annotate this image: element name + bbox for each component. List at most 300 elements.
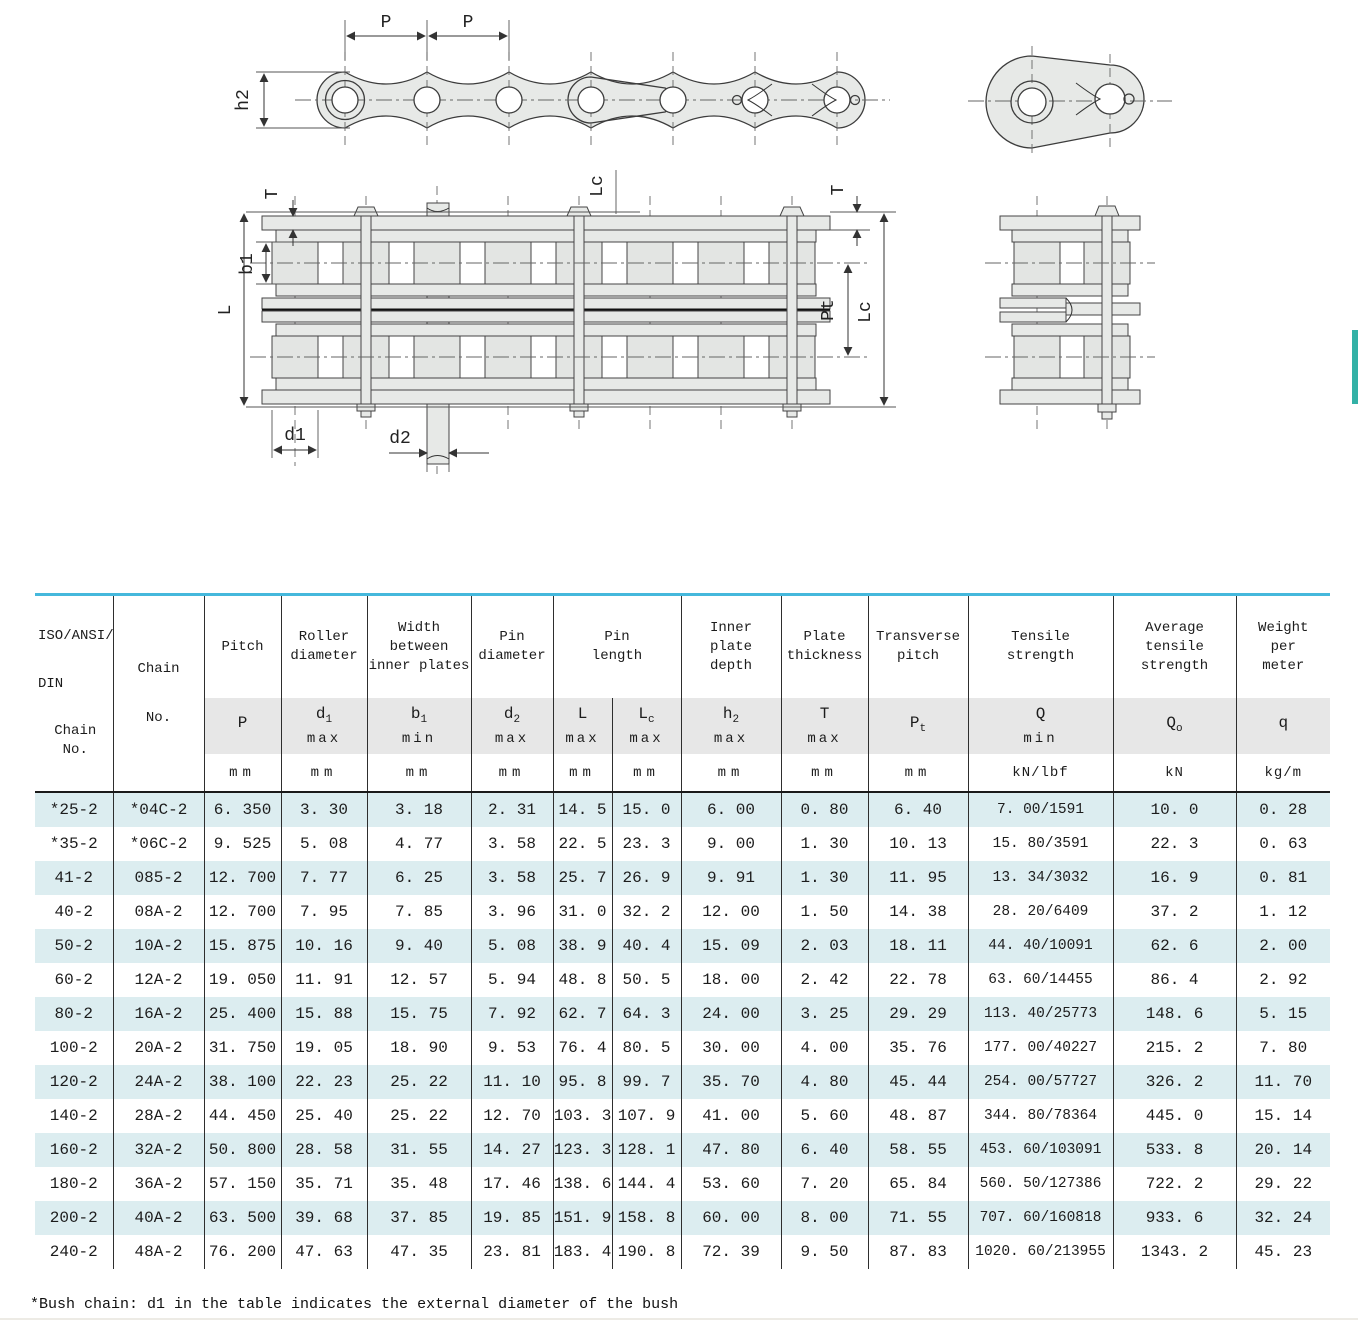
table-cell: 5. 08: [471, 929, 553, 963]
col-tensile-strength: [968, 595, 1113, 699]
table-cell: 453. 60/103091: [968, 1133, 1113, 1167]
table-cell: 14. 5: [553, 792, 612, 827]
header-text: No.: [145, 709, 172, 726]
table-cell: 1020. 60/213955: [968, 1235, 1113, 1269]
table-cell: 25. 400: [204, 997, 281, 1031]
table-cell: 29. 22: [1254, 1175, 1313, 1193]
table-cell: 100-2: [35, 1031, 113, 1065]
table-cell: 28. 20/6409: [968, 895, 1113, 929]
table-cell: 5. 15: [1236, 997, 1330, 1031]
header-text: Chain: [137, 660, 180, 677]
right-edge-accent-bar: [1352, 330, 1358, 404]
symbol-p: P: [204, 698, 281, 754]
dim-label-pitch: P: [462, 13, 474, 33]
table-cell: 2. 03: [781, 929, 868, 963]
table-cell: 10A-2: [113, 929, 204, 963]
table-row: [35, 1133, 1330, 1167]
unit-kn: kN: [1113, 754, 1236, 792]
table-cell: 40-2: [35, 895, 113, 929]
table-cell: 80. 5: [612, 1031, 681, 1065]
table-cell: 47. 35: [367, 1235, 471, 1269]
table-cell: 80-2: [35, 997, 113, 1031]
header-text: plate: [710, 638, 753, 655]
header-text: tensile: [1145, 638, 1204, 655]
col-roller-diameter: [281, 595, 367, 699]
symbol-b1-min: $b_1$ min: [367, 698, 471, 754]
table-cell: 6. 00: [681, 792, 781, 827]
table-cell: 144. 4: [612, 1167, 681, 1201]
table-cell: 71. 55: [868, 1201, 968, 1235]
table-cell: 7. 92: [471, 997, 553, 1031]
table-cell: 12. 700: [204, 861, 281, 895]
table-cell: 722. 2: [1113, 1167, 1236, 1201]
table-cell: 138. 6: [553, 1167, 612, 1201]
table-cell: 11. 10: [471, 1065, 553, 1099]
table-cell: 445. 0: [1113, 1099, 1236, 1133]
table-cell: 08A-2: [113, 895, 204, 929]
unit-mm: mm: [281, 754, 367, 792]
table-cell: 6. 40: [781, 1133, 868, 1167]
table-cell: 25. 22: [367, 1099, 471, 1133]
unit-mm: mm: [612, 754, 681, 792]
table-cell: 60-2: [35, 963, 113, 997]
bottom-divider: [0, 1318, 1358, 1320]
table-row: [35, 997, 1330, 1031]
table-cell: 107. 9: [612, 1099, 681, 1133]
table-cell: 9. 525: [204, 827, 281, 861]
table-cell: 62. 6: [1113, 929, 1236, 963]
dim-label-t-right: T: [829, 184, 849, 196]
col-chain-no-iso: [35, 595, 113, 793]
symbol-t-max: T max: [781, 698, 868, 754]
table-cell: 28. 58: [281, 1133, 367, 1167]
chain-plan-view: [216, 170, 896, 474]
table-cell: 95. 8: [553, 1065, 612, 1099]
table-cell: 22. 78: [868, 963, 968, 997]
symbol-pt: $P_t$: [868, 698, 968, 754]
header-text: Transverse: [876, 629, 961, 645]
table-cell: 707. 60/160818: [968, 1201, 1113, 1235]
dim-label-d2: d2: [389, 429, 411, 449]
table-cell: 0. 81: [1236, 861, 1330, 895]
header-text: Roller: [298, 629, 350, 645]
header-text: Pin: [499, 629, 525, 645]
table-row: [35, 1065, 1330, 1099]
unit-mm: mm: [781, 754, 868, 792]
table-cell: 113. 40/25773: [968, 997, 1113, 1031]
table-cell: 200-2: [35, 1201, 113, 1235]
col-weight-per-meter: [1236, 595, 1330, 699]
table-row: [35, 861, 1330, 895]
table-cell: 215. 2: [1113, 1031, 1236, 1065]
header-text: strength: [1006, 648, 1075, 664]
table-cell: 15. 75: [367, 997, 471, 1031]
table-cell: 17. 46: [471, 1167, 553, 1201]
table-cell: 15. 875: [204, 929, 281, 963]
table-cell: 326. 2: [1113, 1065, 1236, 1099]
spec-table: [35, 593, 1330, 1269]
table-cell: 5. 60: [781, 1099, 868, 1133]
symbol-qo: $Q_o$: [1113, 698, 1236, 754]
chain-technical-drawing: [0, 0, 1358, 575]
table-cell: 19. 050: [204, 963, 281, 997]
col-pin-length: [553, 595, 681, 699]
table-cell: 10. 16: [281, 929, 367, 963]
spec-table-container: [35, 593, 1330, 1269]
table-row: [35, 1167, 1330, 1201]
col-plate-thickness: [781, 595, 868, 699]
table-cell: 8. 00: [781, 1201, 868, 1235]
col-pitch: [204, 595, 281, 699]
table-cell: 158. 8: [612, 1201, 681, 1235]
header-text: Inner: [710, 619, 753, 636]
table-cell: 120-2: [35, 1065, 113, 1099]
table-cell: 24A-2: [113, 1065, 204, 1099]
table-cell: 9. 50: [781, 1235, 868, 1269]
table-cell: 22. 5: [553, 827, 612, 861]
table-cell: 1343. 2: [1113, 1235, 1236, 1269]
dim-label-b1: b1: [238, 253, 258, 275]
table-cell: 32A-2: [113, 1133, 204, 1167]
table-cell: *06C-2: [113, 827, 204, 861]
table-cell: 40. 4: [612, 929, 681, 963]
header-text: Weight: [1258, 619, 1309, 636]
header-unit-row: [35, 754, 1330, 792]
table-cell: 72. 39: [681, 1235, 781, 1269]
table-cell: 12. 70: [471, 1099, 553, 1133]
table-cell: *35-2: [35, 827, 113, 861]
table-cell: 39. 68: [281, 1201, 367, 1235]
dim-label-lc-top: Lc: [588, 175, 608, 197]
table-cell: 25. 7: [553, 861, 612, 895]
table-cell: 148. 6: [1113, 997, 1236, 1031]
table-cell: 44. 450: [204, 1099, 281, 1133]
table-cell: 25. 40: [281, 1099, 367, 1133]
table-cell: 3. 18: [367, 792, 471, 827]
table-cell: 63. 60/14455: [968, 963, 1113, 997]
table-cell: 13. 34/3032: [968, 861, 1113, 895]
col-width-between-inner-plates: [367, 595, 471, 699]
table-cell: 87. 83: [868, 1235, 968, 1269]
table-cell: 25. 22: [367, 1065, 471, 1099]
table-cell: 9. 53: [471, 1031, 553, 1065]
table-cell: 0. 28: [1236, 792, 1330, 827]
table-cell: 20. 14: [1236, 1133, 1330, 1167]
table-cell: 26. 9: [612, 861, 681, 895]
table-cell: 48. 87: [868, 1099, 968, 1133]
unit-mm: mm: [681, 754, 781, 792]
table-cell: 7. 77: [281, 861, 367, 895]
header-text: between: [389, 638, 449, 655]
table-cell: 3. 25: [781, 997, 868, 1031]
table-cell: 18. 11: [868, 929, 968, 963]
table-cell: 29. 29: [868, 997, 968, 1031]
table-cell: 151. 9: [553, 1201, 612, 1235]
table-cell: 24. 00: [681, 997, 781, 1031]
table-cell: 14. 38: [868, 895, 968, 929]
header-text: strength: [1140, 657, 1209, 674]
table-cell: 16A-2: [113, 997, 204, 1031]
header-text: Width: [397, 619, 440, 636]
table-cell: 183. 4: [553, 1235, 612, 1269]
symbol-l-max: L max: [553, 698, 612, 754]
header-symbol-row: [35, 698, 1330, 754]
table-cell: 30. 00: [681, 1031, 781, 1065]
table-cell: 9. 91: [681, 861, 781, 895]
header-text: Pin: [604, 629, 630, 645]
table-cell: 4. 00: [781, 1031, 868, 1065]
table-row: [35, 895, 1330, 929]
header-text: depth: [710, 657, 753, 674]
table-cell: 6. 350: [204, 792, 281, 827]
table-cell: 15. 14: [1254, 1107, 1313, 1125]
table-cell: 48. 8: [553, 963, 612, 997]
table-cell: 38. 100: [204, 1065, 281, 1099]
table-cell: 12. 57: [367, 963, 471, 997]
table-cell: 48A-2: [113, 1235, 204, 1269]
header-text: diameter: [478, 648, 546, 664]
col-average-tensile-strength: [1113, 595, 1236, 699]
header-text: diameter: [290, 648, 358, 664]
table-cell: 19. 85: [471, 1201, 553, 1235]
table-cell: 240-2: [35, 1235, 113, 1269]
table-cell: 22. 23: [281, 1065, 367, 1099]
table-cell: 9. 40: [367, 929, 471, 963]
header-text: Tensile: [1011, 629, 1070, 645]
table-cell: 28A-2: [113, 1099, 204, 1133]
table-cell: 7. 80: [1259, 1039, 1308, 1057]
table-cell: 35. 48: [367, 1167, 471, 1201]
table-cell: 41. 00: [681, 1099, 781, 1133]
table-cell: 45. 23: [1254, 1243, 1313, 1261]
table-cell: 31. 55: [367, 1133, 471, 1167]
chain-side-view: [234, 13, 890, 148]
table-cell: 2. 42: [781, 963, 868, 997]
table-cell: 31. 0: [553, 895, 612, 929]
table-cell: 933. 6: [1113, 1201, 1236, 1235]
dim-label-l: L: [216, 304, 236, 316]
table-row: [35, 929, 1330, 963]
col-transverse-pitch: [868, 595, 968, 699]
table-cell: 57. 150: [204, 1167, 281, 1201]
table-cell: 36A-2: [113, 1167, 204, 1201]
header-text: pitch: [897, 648, 940, 664]
symbol-q-min: Q min: [968, 698, 1113, 754]
table-cell: 5. 08: [281, 827, 367, 861]
table-cell: 32. 24: [1236, 1201, 1330, 1235]
table-cell: 35. 70: [681, 1065, 781, 1099]
table-cell: 10. 13: [868, 827, 968, 861]
dim-label-pitch: P: [380, 13, 392, 33]
table-cell: 7. 85: [367, 895, 471, 929]
table-cell: 1. 30: [781, 827, 868, 861]
table-cell: 12A-2: [113, 963, 204, 997]
table-cell: 62. 7: [553, 997, 612, 1031]
table-cell: 65. 84: [868, 1167, 968, 1201]
table-cell: 64. 3: [612, 997, 681, 1031]
table-cell: 128. 1: [612, 1133, 681, 1167]
table-cell: 177. 00/40227: [968, 1031, 1113, 1065]
header-text: inner plates: [368, 657, 470, 674]
table-row: [35, 1201, 1330, 1235]
table-cell: 533. 8: [1113, 1133, 1236, 1167]
table-cell: 44. 40/10091: [968, 929, 1113, 963]
table-cell: 9. 00: [681, 827, 781, 861]
header-text: thickness: [786, 648, 863, 664]
table-cell: 2. 92: [1259, 971, 1308, 989]
table-cell: 19. 05: [281, 1031, 367, 1065]
spec-table-body: [35, 792, 1330, 1269]
dim-label-lc-right: Lc: [856, 301, 876, 323]
table-cell: 7. 00/1591: [968, 792, 1113, 827]
dim-label-h2: h2: [234, 89, 254, 111]
header-text: Average: [1145, 619, 1204, 636]
table-cell: *25-2: [35, 792, 113, 827]
table-cell: 37. 2: [1113, 895, 1236, 929]
table-cell: 085-2: [113, 861, 204, 895]
connecting-link-plan-view: [985, 196, 1155, 430]
table-cell: 3. 58: [471, 861, 553, 895]
unit-mm: mm: [367, 754, 471, 792]
unit-mm: mm: [868, 754, 968, 792]
table-cell: 50. 800: [204, 1133, 281, 1167]
table-cell: 18. 90: [367, 1031, 471, 1065]
unit-kg-m: kg/m: [1264, 764, 1303, 781]
table-cell: 41-2: [35, 861, 113, 895]
table-cell: 1. 50: [781, 895, 868, 929]
header-text: ISO/ANSI/: [38, 628, 114, 644]
table-cell: 3. 30: [281, 792, 367, 827]
symbol-h2-max: $h_2$ max: [681, 698, 781, 754]
table-cell: 0. 63: [1259, 835, 1308, 853]
table-cell: 45. 44: [868, 1065, 968, 1099]
table-cell: 86. 4: [1113, 963, 1236, 997]
table-cell: 5. 94: [471, 963, 553, 997]
table-cell: 23. 81: [471, 1235, 553, 1269]
table-row: [35, 792, 1330, 827]
table-row: [35, 827, 1330, 861]
table-cell: 1. 12: [1259, 903, 1308, 921]
table-cell: 40A-2: [113, 1201, 204, 1235]
table-cell: 47. 63: [281, 1235, 367, 1269]
symbol-lc-max: $L_c$ max: [612, 698, 681, 754]
table-cell: 2. 31: [471, 792, 553, 827]
unit-mm: mm: [204, 754, 281, 792]
table-cell: 15. 88: [281, 997, 367, 1031]
dim-label-d1: d1: [284, 426, 306, 446]
table-cell: 63. 500: [204, 1201, 281, 1235]
table-cell: 6. 25: [367, 861, 471, 895]
table-cell: 16. 9: [1113, 861, 1236, 895]
table-cell: *04C-2: [113, 792, 204, 827]
table-cell: 140-2: [35, 1099, 113, 1133]
table-row: [35, 1099, 1330, 1133]
symbol-d2-max: $d_2$ max: [471, 698, 553, 754]
header-text: Pitch: [221, 638, 264, 655]
table-cell: 99. 7: [612, 1065, 681, 1099]
table-cell: 60. 00: [681, 1201, 781, 1235]
table-cell: 22. 3: [1113, 827, 1236, 861]
table-cell: 10. 0: [1113, 792, 1236, 827]
table-cell: 180-2: [35, 1167, 113, 1201]
table-cell: 31. 750: [204, 1031, 281, 1065]
table-cell: 11. 70: [1236, 1065, 1330, 1099]
table-cell: 2. 00: [1236, 929, 1330, 963]
table-cell: 35. 76: [868, 1031, 968, 1065]
table-cell: 76. 4: [553, 1031, 612, 1065]
unit-mm: mm: [471, 754, 553, 792]
table-cell: 0. 80: [781, 792, 868, 827]
header-text: per: [1270, 638, 1296, 655]
table-cell: 190. 8: [612, 1235, 681, 1269]
table-cell: 160-2: [35, 1133, 113, 1167]
header-text: Plate: [803, 629, 846, 645]
table-row: [35, 963, 1330, 997]
table-cell: 3. 58: [471, 827, 553, 861]
table-cell: 11. 95: [868, 861, 968, 895]
table-cell: 11. 91: [281, 963, 367, 997]
table-cell: 103. 3: [553, 1099, 612, 1133]
table-cell: 123. 3: [553, 1133, 612, 1167]
table-row: [35, 1235, 1330, 1269]
table-cell: 14. 27: [471, 1133, 553, 1167]
dim-label-pt: Pt: [819, 299, 839, 321]
table-cell: 1. 30: [781, 861, 868, 895]
table-cell: 15. 0: [612, 792, 681, 827]
col-pin-diameter: [471, 595, 553, 699]
table-cell: 7. 20: [781, 1167, 868, 1201]
table-cell: 35. 71: [281, 1167, 367, 1201]
table-cell: 76. 200: [204, 1235, 281, 1269]
table-cell: 23. 3: [612, 827, 681, 861]
table-cell: 4. 77: [367, 827, 471, 861]
col-chain-no: [113, 595, 204, 793]
table-cell: 254. 00/57727: [968, 1065, 1113, 1099]
unit-mm: mm: [553, 754, 612, 792]
header-text: length: [591, 648, 643, 664]
table-cell: 4. 80: [781, 1065, 868, 1099]
table-cell: 3. 96: [471, 895, 553, 929]
table-cell: 7. 95: [281, 895, 367, 929]
col-inner-plate-depth: [681, 595, 781, 699]
table-cell: 50-2: [35, 929, 113, 963]
table-cell: 38. 9: [553, 929, 612, 963]
header-name-row: [35, 595, 1330, 699]
table-cell: 20A-2: [113, 1031, 204, 1065]
table-cell: 53. 60: [681, 1167, 781, 1201]
symbol-q: q: [1236, 698, 1330, 754]
header-text: Chain No.: [54, 723, 97, 758]
table-cell: 560. 50/127386: [968, 1167, 1113, 1201]
footnote: *Bush chain: d1 in the table indicates the external diameter of the bush: [30, 1296, 679, 1313]
symbol-d1-max: $d_1$ max: [281, 698, 367, 754]
pin-link-detail-view: [968, 46, 1172, 158]
table-cell: 47. 80: [681, 1133, 781, 1167]
table-cell: 32. 2: [612, 895, 681, 929]
table-cell: 15. 09: [681, 929, 781, 963]
table-row: [35, 1031, 1330, 1065]
table-cell: 15. 80/3591: [968, 827, 1113, 861]
table-cell: 50. 5: [612, 963, 681, 997]
table-cell: 37. 85: [367, 1201, 471, 1235]
dim-label-t-left: T: [263, 188, 283, 200]
table-cell: 6. 40: [868, 792, 968, 827]
header-text: meter: [1262, 657, 1305, 674]
header-text: DIN: [38, 675, 64, 692]
table-cell: 18. 00: [681, 963, 781, 997]
table-cell: 58. 55: [868, 1133, 968, 1167]
table-cell: 344. 80/78364: [968, 1099, 1113, 1133]
